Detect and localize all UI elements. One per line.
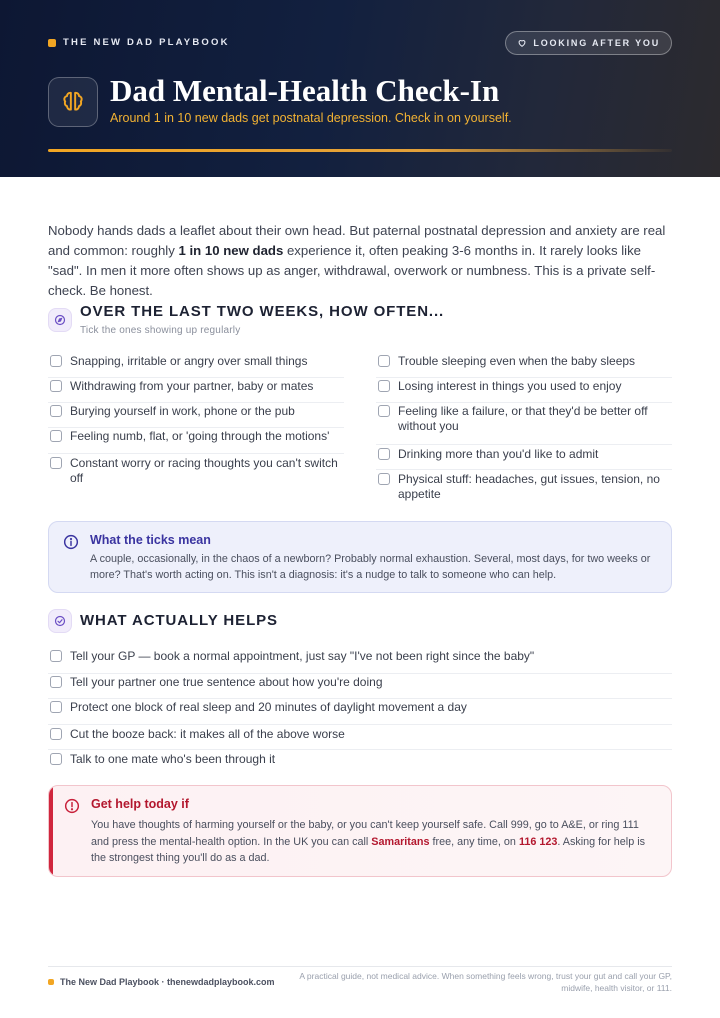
intro-text-1: Nobody hands dads a leaflet about their own head. But paternal postnatal depression and anxiety are real and common: roughly bbox=[48, 223, 666, 258]
alert-callout-body bbox=[91, 817, 657, 867]
checkbox[interactable] bbox=[378, 380, 390, 392]
alert-text-3: . Asking for help is the strongest thing you'll do as a dad. bbox=[91, 835, 645, 864]
alert-icon bbox=[64, 798, 80, 814]
alert-text-2: free, any time, on bbox=[429, 835, 519, 848]
checklist-item[interactable]: Snapping, irritable or angry over small things bbox=[48, 353, 344, 378]
brand-row bbox=[48, 37, 230, 48]
brand-name: THE NEW DAD PLAYBOOK bbox=[63, 37, 230, 48]
page-subtitle: Around 1 in 10 new dads get postnatal depression. Check in on yourself. bbox=[110, 111, 512, 125]
checklist-item[interactable]: Protect one block of real sleep and 20 minutes of daylight movement a day bbox=[48, 699, 672, 725]
checklist-item[interactable]: Constant worry or racing thoughts you can't switch off bbox=[48, 454, 344, 479]
section-pill bbox=[505, 31, 672, 55]
heart-icon bbox=[517, 38, 527, 48]
checklist-item[interactable]: Losing interest in things you used to enjoy bbox=[376, 378, 672, 403]
page-title: Dad Mental-Health Check-In bbox=[110, 73, 500, 108]
alert-text-1: You have thoughts of harming yourself or the baby, or you can't keep yourself safe. Call 999, go to A&E, or ring 111 and press the mental-health option. In the UK you can call bbox=[91, 819, 639, 848]
checkbox[interactable] bbox=[50, 430, 62, 442]
info-callout-body: A couple, occasionally, in the chaos of a newborn? Probably normal exhaustion. Several, most days, for two weeks or more? That's worth acting on. This isn't a diagnosis: it's a nudge to talk to someone who can help. bbox=[90, 553, 651, 581]
checklist-item[interactable]: Cut the booze back: it makes all of the above worse bbox=[48, 725, 672, 750]
checkbox[interactable] bbox=[50, 457, 62, 469]
info-callout bbox=[48, 521, 672, 593]
checkbox[interactable] bbox=[378, 448, 390, 460]
check-circle-icon bbox=[54, 615, 66, 627]
section-title-symptoms: OVER THE LAST TWO WEEKS, HOW OFTEN... bbox=[80, 303, 445, 320]
brain-icon-tile bbox=[48, 77, 98, 127]
footer-dot bbox=[48, 979, 54, 985]
samaritans-name: Samaritans bbox=[371, 835, 430, 848]
checklist-item[interactable]: Drinking more than you'd like to admit bbox=[376, 445, 672, 470]
samaritans-phone: 116 123 bbox=[518, 835, 558, 848]
symptom-list-right bbox=[376, 353, 672, 510]
checkbox[interactable] bbox=[50, 405, 62, 417]
helps-list bbox=[48, 648, 672, 775]
checklist-item[interactable]: Withdrawing from your partner, baby or mates bbox=[48, 378, 344, 403]
alert-accent-bar bbox=[49, 786, 53, 876]
checklist-item[interactable]: Talk to one mate who's been through it bbox=[48, 750, 672, 775]
intro-text-2: experience it, often peaking 3-6 months in. It rarely looks like "sad". In men it more often shows up as anger, withdrawal, overwork or numbness. This is a private self-check. Be honest. bbox=[48, 243, 656, 298]
intro-highlight: 1 in 10 new dads bbox=[178, 243, 284, 258]
footer-brand bbox=[48, 977, 275, 987]
checkbox[interactable] bbox=[50, 676, 62, 688]
checkbox[interactable] bbox=[50, 650, 62, 662]
header-banner bbox=[0, 0, 720, 177]
alert-callout-title: Get help today if bbox=[91, 797, 189, 811]
footer-disclaimer: A practical guide, not medical advice. When something feels wrong, trust your gut and call your GP, midwife, health visitor, or 111. bbox=[299, 971, 672, 993]
header-divider bbox=[48, 149, 672, 152]
checklist-item[interactable]: Physical stuff: headaches, gut issues, tension, no appetite bbox=[376, 470, 672, 510]
intro-paragraph bbox=[48, 221, 674, 301]
checkbox[interactable] bbox=[50, 701, 62, 713]
compass-icon-badge bbox=[48, 308, 72, 332]
pill-label: LOOKING AFTER YOU bbox=[533, 38, 660, 48]
brand-dot bbox=[48, 39, 56, 47]
compass-icon bbox=[54, 314, 66, 326]
checklist-item[interactable]: Trouble sleeping even when the baby sleeps bbox=[376, 353, 672, 378]
checklist-item[interactable]: Tell your GP — book a normal appointment, just say "I've not been right since the baby" bbox=[48, 648, 672, 674]
checkbox[interactable] bbox=[378, 473, 390, 485]
symptom-list-left bbox=[48, 353, 344, 485]
checkbox[interactable] bbox=[50, 380, 62, 392]
section-title-helps: WHAT ACTUALLY HELPS bbox=[80, 612, 278, 629]
checklist-item[interactable]: Tell your partner one true sentence about how you're doing bbox=[48, 674, 672, 699]
info-icon bbox=[63, 534, 79, 550]
brain-icon bbox=[60, 89, 86, 115]
checkbox[interactable] bbox=[378, 405, 390, 417]
footer-brand-text: The New Dad Playbook · thenewdadplaybook.com bbox=[60, 977, 275, 987]
checkbox[interactable] bbox=[50, 728, 62, 740]
checkbox[interactable] bbox=[50, 753, 62, 765]
check-icon-badge bbox=[48, 609, 72, 633]
alert-callout bbox=[48, 785, 672, 877]
checklist-item[interactable]: Burying yourself in work, phone or the pub bbox=[48, 403, 344, 428]
footer-divider bbox=[48, 966, 672, 967]
info-callout-title: What the ticks mean bbox=[90, 533, 211, 547]
checkbox[interactable] bbox=[50, 355, 62, 367]
checklist-item[interactable]: Feeling numb, flat, or 'going through the motions' bbox=[48, 428, 344, 454]
section-subtitle-symptoms: Tick the ones showing up regularly bbox=[80, 325, 241, 336]
checklist-item[interactable]: Feeling like a failure, or that they'd be better off without you bbox=[376, 403, 672, 445]
checkbox[interactable] bbox=[378, 355, 390, 367]
